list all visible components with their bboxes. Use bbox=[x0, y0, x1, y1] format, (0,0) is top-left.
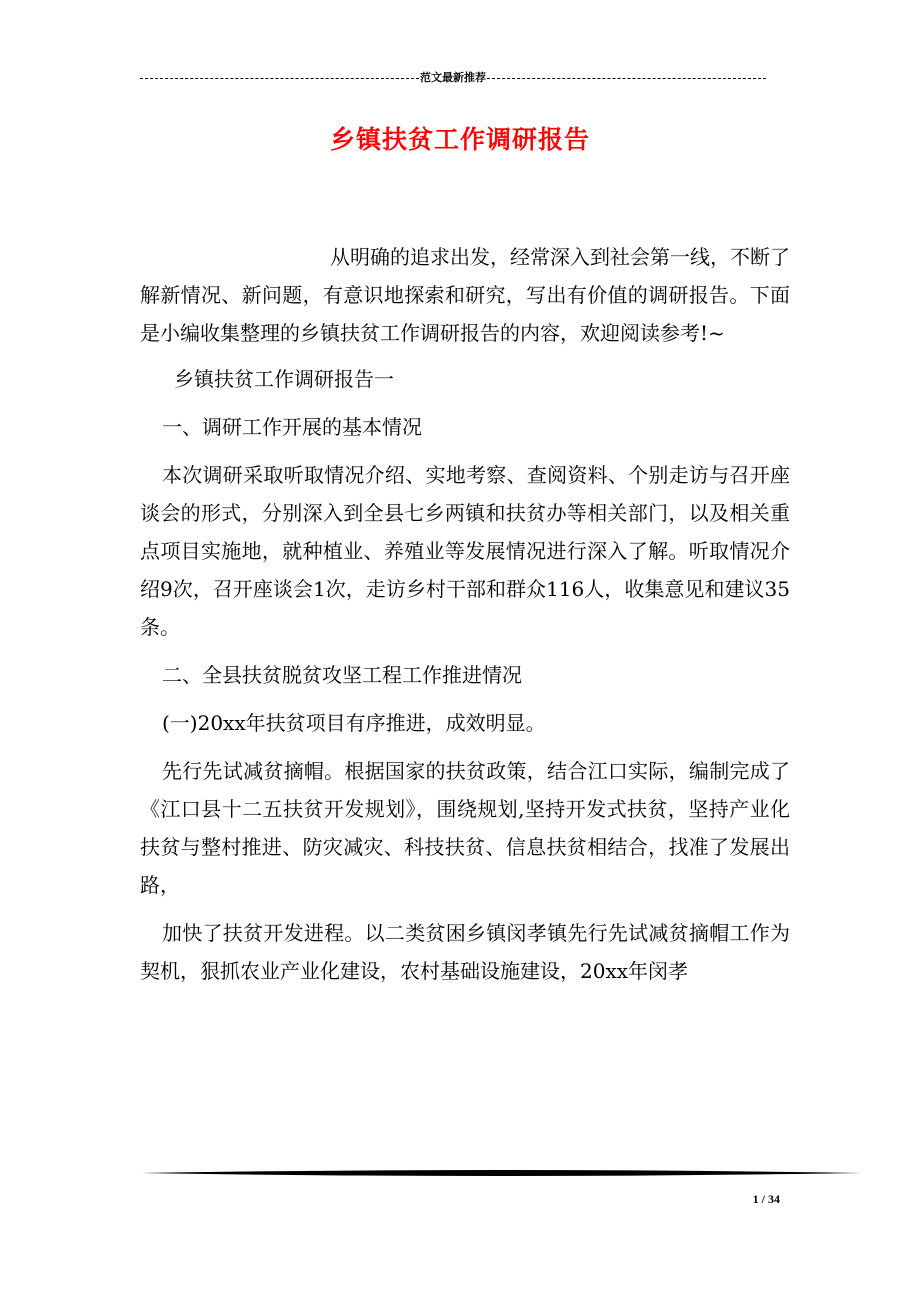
page-number: 1 / 34 bbox=[752, 1192, 780, 1206]
page-header bbox=[140, 70, 766, 86]
header-dash-left bbox=[140, 78, 419, 79]
subheading-projects: (一)20xx年扶贫项目有序推进，成效明显。 bbox=[162, 711, 546, 735]
document-body bbox=[140, 238, 790, 1000]
body-paragraph: 先行先试减贫摘帽。根据国家的扶贫政策，结合江口实际，编制完成了《江口县十二五扶贫开发规划》，围绕规划,坚持开发式扶贫，坚持产业化扶贫与整村推进、防灾减灾、科技扶贫、信息扶贫相结合，找准了发展出路， bbox=[140, 759, 790, 897]
footer-rule bbox=[140, 1168, 862, 1178]
heading-progress: 二、全县扶贫脱贫攻坚工程工作推进情况 bbox=[162, 663, 522, 687]
body-paragraph: 加快了扶贫开发进程。以二类贫困乡镇闵孝镇先行先试减贫摘帽工作为契机，狠抓农业产业化建设，农村基础设施建设，20xx年闵孝 bbox=[140, 921, 790, 983]
body-paragraph: 本次调研采取听取情况介绍、实地考察、查阅资料、个别走访与召开座谈会的形式，分别深入到全县七乡两镇和扶贫办等相关部门，以及相关重点项目实施地，就种植业、养殖业等发展情况进行深入了解。听取情况介绍9次，召开座谈会1次，走访乡村干部和群众116人，收集意见和建议35条。 bbox=[140, 463, 790, 639]
heading-basic-situation: 一、调研工作开展的基本情况 bbox=[162, 415, 422, 439]
header-label: 范文最新推荐 bbox=[420, 71, 486, 84]
document-title: 乡镇扶贫工作调研报告 bbox=[329, 125, 590, 154]
header-dash-right bbox=[487, 78, 766, 79]
intro-paragraph: 从明确的追求出发，经常深入到社会第一线，不断了解新情况、新问题，有意识地探索和研究，写出有价值的调研报告。下面是小编收集整理的乡镇扶贫工作调研报告的内容，欢迎阅读参考!~ bbox=[140, 245, 790, 345]
section-subtitle: 乡镇扶贫工作调研报告一 bbox=[174, 367, 394, 391]
